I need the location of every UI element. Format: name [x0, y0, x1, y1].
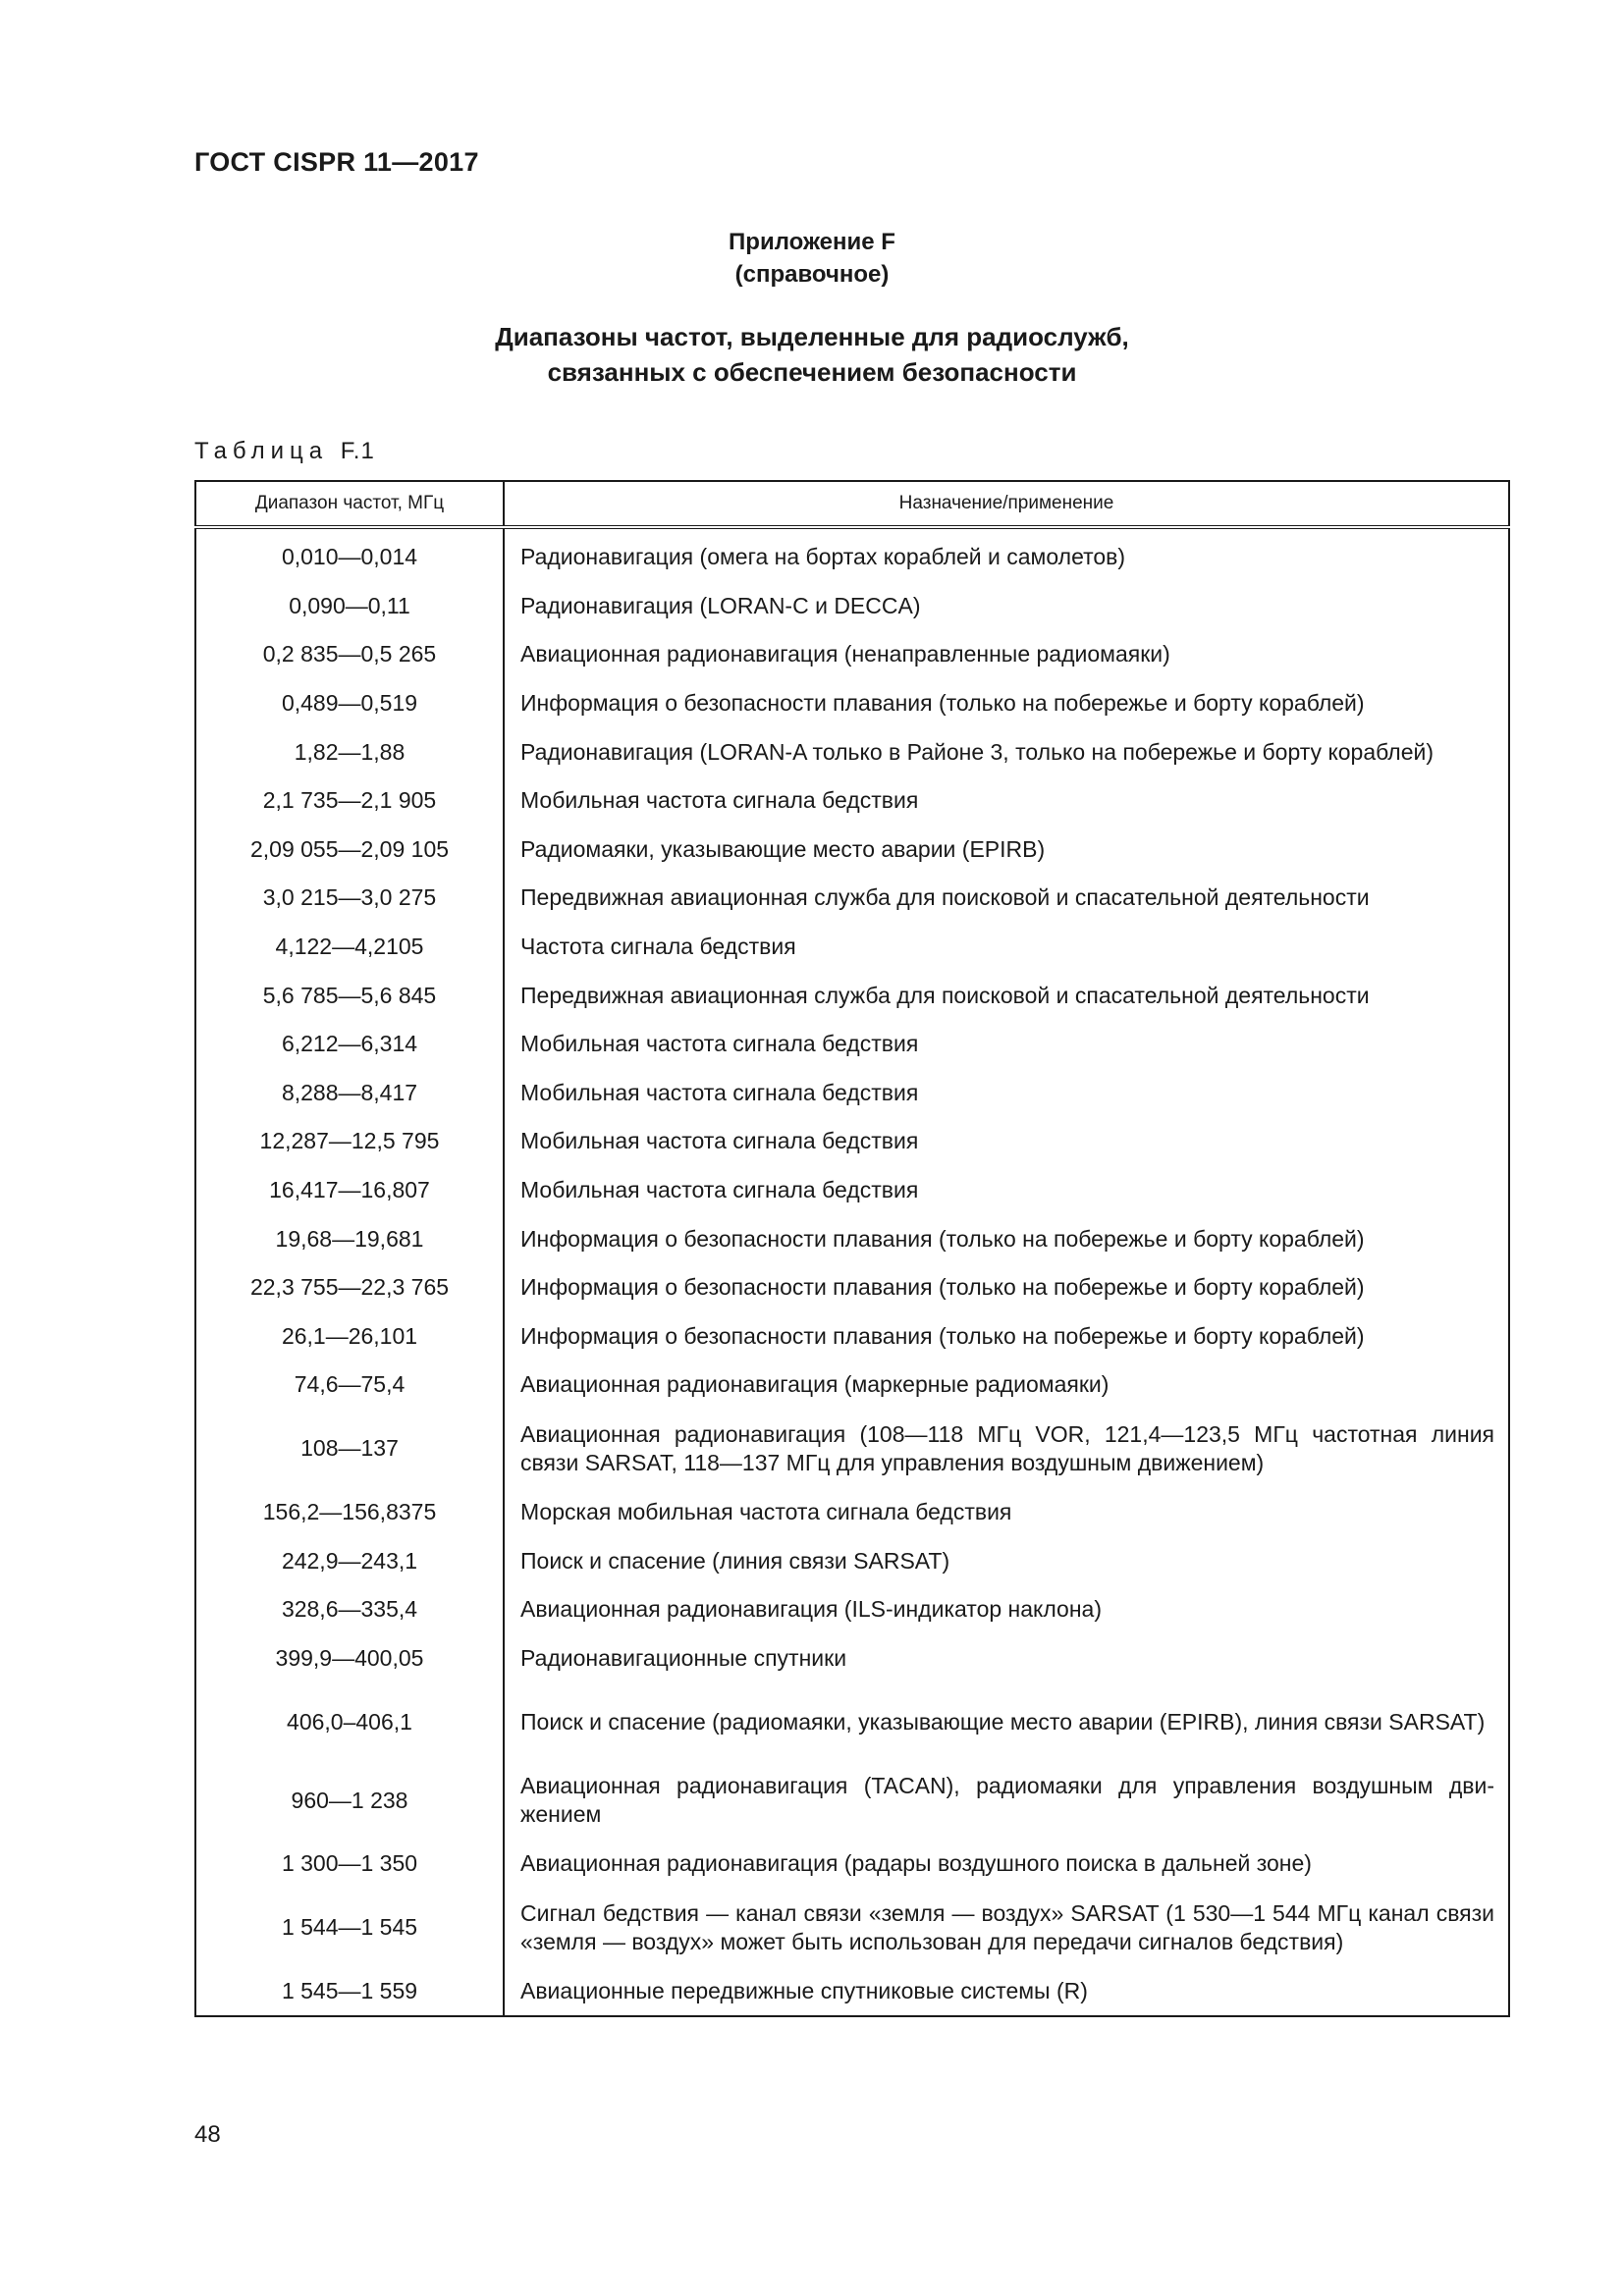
frequency-range-cell: 242,9—243,1 [195, 1536, 504, 1585]
table-row [195, 1761, 1509, 1840]
frequency-range-cell: 0,2 835—0,5 265 [195, 630, 504, 679]
table-body [195, 527, 1509, 2016]
standard-header: ГОСТ CISPR 11—2017 [194, 147, 479, 177]
purpose-cell: Информация о безопасности плавания (только на побережье и борту кораблей) [520, 690, 1365, 717]
header-purpose: Назначение/применение [504, 481, 1509, 527]
purpose-cell: Мобильная частота сигнала бедствия [520, 1079, 919, 1105]
purpose-cell: Поиск и спасение (радиомаяки, указывающие место аварии (EPIRB), линия связи SARSAT) [520, 1708, 1486, 1735]
page-number: 48 [194, 2121, 221, 2148]
appendix-type: (справочное) [734, 261, 890, 288]
table-row [195, 630, 1509, 679]
table-row [195, 1117, 1509, 1166]
frequency-range-cell: 328,6—335,4 [195, 1585, 504, 1634]
table-row [195, 971, 1509, 1020]
frequency-range-cell: 1,82—1,88 [195, 727, 504, 776]
frequency-range-cell: 6,212—6,314 [195, 1020, 504, 1069]
purpose-cell: Мобильная частота сигнала бедствия [520, 1128, 919, 1154]
frequency-range-cell: 2,1 735—2,1 905 [195, 776, 504, 826]
appendix-label: Приложение F [729, 229, 895, 255]
purpose-cell: Радионавигация (LORAN-C и DECCA) [520, 592, 921, 618]
table-row [195, 1361, 1509, 1410]
purpose-cell: Сигнал бедствия — канал связи «земля — воздух» SARSAT (1 530—1 544 МГц канал связи «земля — воздух» может быть использован для передачи сигналов бедствия) [520, 1899, 1494, 1954]
table-row [195, 582, 1509, 631]
frequency-range-cell: 3,0 215—3,0 275 [195, 874, 504, 923]
table-row [195, 1585, 1509, 1634]
section-title [0, 319, 1624, 390]
purpose-cell: Мобильная частота сигнала бедствия [520, 1177, 919, 1203]
purpose-cell: Радиомаяки, указывающие место аварии (EPIRB) [520, 835, 1046, 862]
table-row [195, 527, 1509, 582]
appendix-heading [0, 226, 1624, 291]
frequency-range-cell: 22,3 755—22,3 765 [195, 1263, 504, 1312]
purpose-cell: Информация о безопасности плавания (только на побережье и борту кораблей) [520, 1225, 1365, 1252]
table-row [195, 1020, 1509, 1069]
table-row [195, 1410, 1509, 1488]
purpose-cell: Авиационная радионавигация (ненаправленные радиомаяки) [520, 641, 1170, 667]
frequency-range-cell: 960—1 238 [195, 1761, 504, 1840]
table-row [195, 679, 1509, 728]
table-row [195, 776, 1509, 826]
table-row [195, 1166, 1509, 1215]
table-row [195, 1682, 1509, 1761]
frequency-range-cell: 2,09 055—2,09 105 [195, 826, 504, 875]
table-row [195, 1312, 1509, 1362]
table-row [195, 826, 1509, 875]
purpose-cell: Передвижная авиационная служба для поисковой и спасательной деятельности [520, 982, 1370, 1008]
purpose-cell: Авиационная радионавигация (радары воздушного поиска в дальней зоне) [520, 1850, 1312, 1877]
frequency-range-cell: 16,417—16,807 [195, 1166, 504, 1215]
frequency-table [194, 480, 1510, 2017]
purpose-cell: Частота сигнала бедствия [520, 934, 796, 960]
frequency-range-cell: 108—137 [195, 1410, 504, 1488]
purpose-cell: Радионавигация (LORAN-A только в Районе 3, только на побережье и борту кораблей) [520, 738, 1434, 765]
purpose-cell: Радионавигация (омега на бортах кораблей и самолетов) [520, 544, 1126, 570]
table-row [195, 1214, 1509, 1263]
table-caption-label: Таблица [194, 438, 329, 464]
frequency-range-cell: 8,288—8,417 [195, 1069, 504, 1118]
purpose-cell: Авиационные передвижные спутниковые системы (R) [520, 1977, 1088, 2003]
frequency-range-cell: 1 545—1 559 [195, 1967, 504, 2017]
frequency-range-cell: 5,6 785—5,6 845 [195, 971, 504, 1020]
frequency-range-cell: 156,2—156,8375 [195, 1488, 504, 1537]
frequency-range-cell: 0,489—0,519 [195, 679, 504, 728]
purpose-cell: Информация о безопасности плавания (только на побережье и борту кораблей) [520, 1322, 1365, 1349]
table-row [195, 1069, 1509, 1118]
table-row [195, 1488, 1509, 1537]
purpose-cell: Авиационная радионавигация (108—118 МГц VOR, 121,4—123,5 МГц частотная линия связи SARSAT, 118—137 МГц для управления воздушным движением) [520, 1420, 1494, 1475]
purpose-cell: Мобильная частота сигнала бедствия [520, 787, 919, 814]
frequency-range-cell: 4,122—4,2105 [195, 923, 504, 972]
purpose-cell: Авиационная радионавигация (ILS-индикатор наклона) [520, 1596, 1102, 1623]
table-row [195, 1967, 1509, 2017]
table-caption-number: F.1 [340, 438, 375, 464]
table-row [195, 1840, 1509, 1889]
section-title-line-1: Диапазоны частот, выделенные для радиослужб, [495, 322, 1129, 351]
purpose-cell: Поиск и спасение (линия связи SARSAT) [520, 1547, 950, 1574]
frequency-range-cell: 74,6—75,4 [195, 1361, 504, 1410]
table-row [195, 923, 1509, 972]
purpose-cell: Морская мобильная частота сигнала бедствия [520, 1498, 1012, 1524]
table-row [195, 1263, 1509, 1312]
table-row [195, 1889, 1509, 1967]
frequency-range-cell: 12,287—12,5 795 [195, 1117, 504, 1166]
purpose-cell: Авиационная радионавигация (TACAN), радиомаяки для управления воздушным дви-жением [520, 1773, 1494, 1828]
table-row [195, 1536, 1509, 1585]
purpose-cell: Авиационная радионавигация (маркерные радиомаяки) [520, 1371, 1110, 1398]
frequency-range-cell: 1 300—1 350 [195, 1840, 504, 1889]
purpose-cell: Передвижная авиационная служба для поисковой и спасательной деятельности [520, 884, 1370, 911]
table-row [195, 874, 1509, 923]
section-title-line-2: связанных с обеспечением безопасности [547, 357, 1077, 387]
frequency-range-cell: 0,010—0,014 [195, 527, 504, 582]
frequency-range-cell: 399,9—400,05 [195, 1633, 504, 1682]
frequency-range-cell: 19,68—19,681 [195, 1214, 504, 1263]
table-header-row [195, 481, 1509, 527]
table-caption [194, 438, 375, 465]
frequency-range-cell: 406,0–406,1 [195, 1682, 504, 1761]
purpose-cell: Мобильная частота сигнала бедствия [520, 1031, 919, 1057]
purpose-cell: Информация о безопасности плавания (только на побережье и борту кораблей) [520, 1274, 1365, 1301]
frequency-range-cell: 26,1—26,101 [195, 1312, 504, 1362]
table-row [195, 727, 1509, 776]
header-frequency-range: Диапазон частот, МГц [195, 481, 504, 527]
frequency-range-cell: 1 544—1 545 [195, 1889, 504, 1967]
table-row [195, 1633, 1509, 1682]
frequency-range-cell: 0,090—0,11 [195, 582, 504, 631]
purpose-cell: Радионавигационные спутники [520, 1644, 847, 1671]
